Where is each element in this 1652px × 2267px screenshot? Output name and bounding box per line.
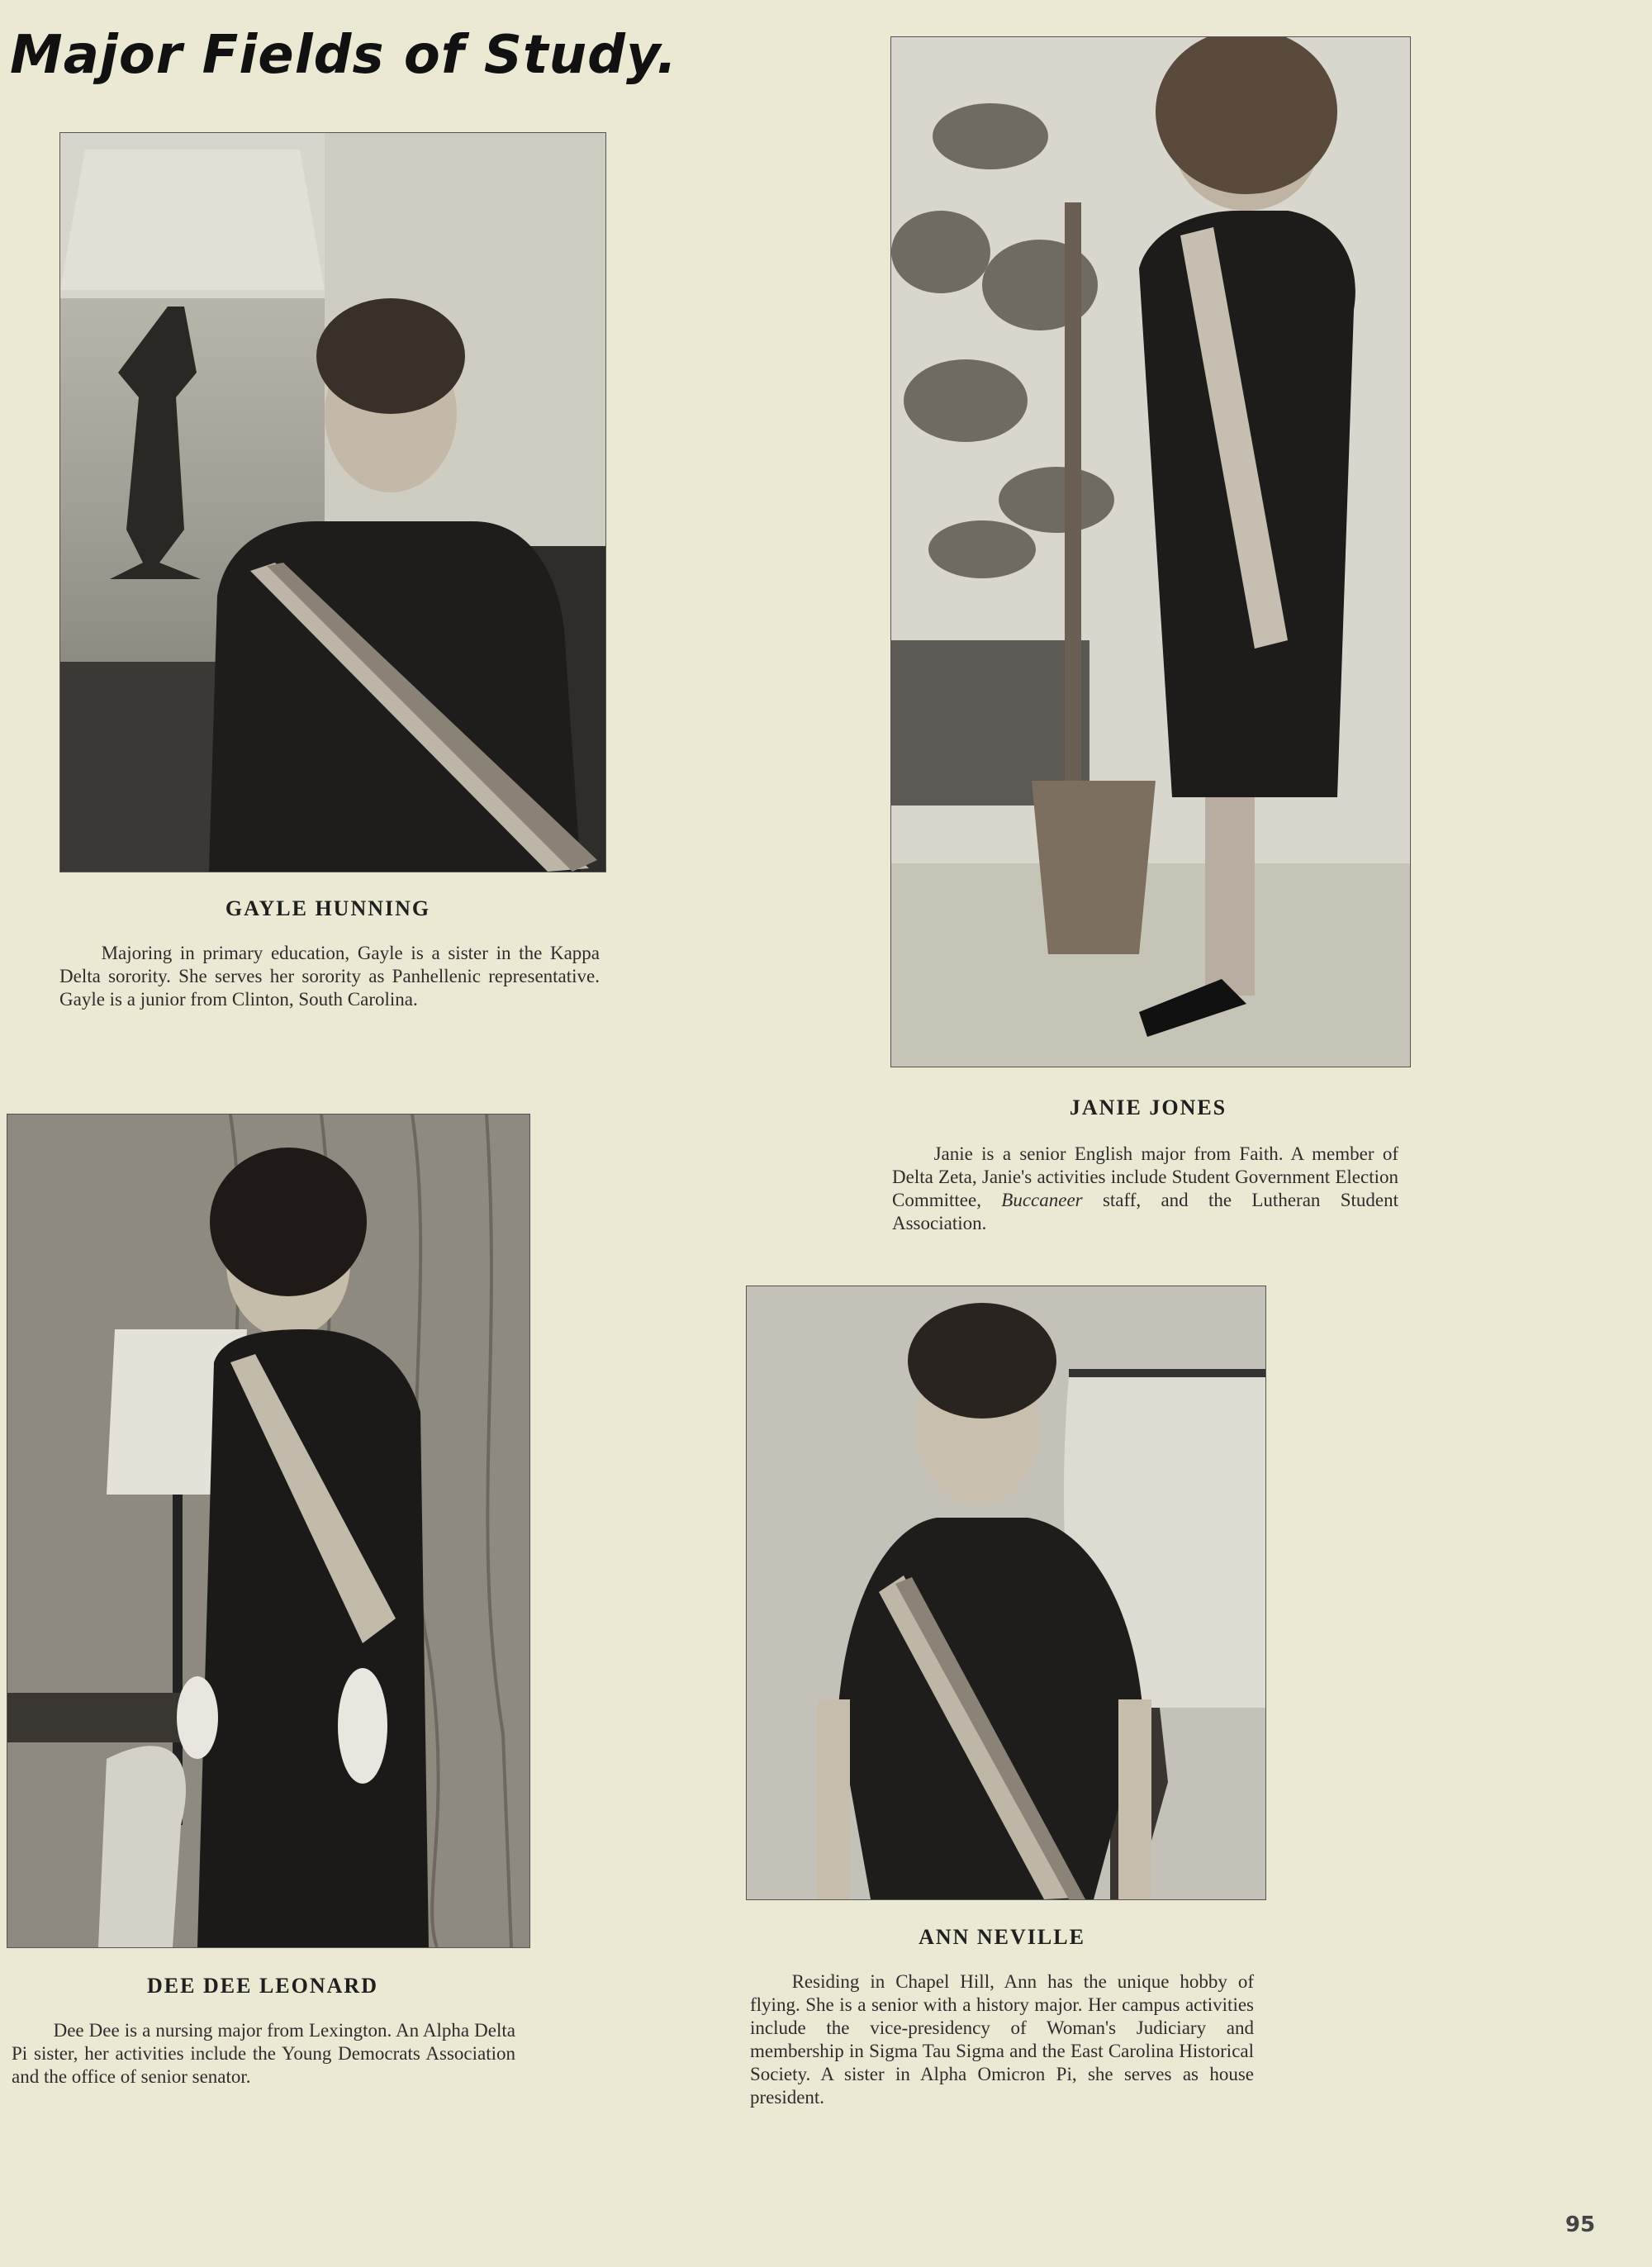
- portrait-photo-janie: [890, 36, 1411, 1067]
- page-title: Major Fields of Study.: [10, 25, 678, 86]
- profile-bio-janie-part2: staff, and the Lutheran Student Association.: [892, 1190, 1398, 1233]
- profile-bio-janie: [892, 1143, 1398, 1235]
- page-number: 95: [1565, 2212, 1596, 2237]
- profile-name-gayle: GAYLE HUNNING: [225, 896, 431, 920]
- profile-bio-deedee: Dee Dee is a nursing major from Lexington. An Alpha Delta Pi sister, her activities include the Young Democrats Association and the office of senior senator.: [12, 2020, 515, 2087]
- profile-name-janie: JANIE JONES: [1069, 1095, 1227, 1119]
- portrait-photo-deedee: [7, 1114, 530, 1948]
- portrait-photo-ann: [746, 1286, 1266, 1900]
- profile-name-ann: ANN NEVILLE: [919, 1925, 1085, 1949]
- profile-bio-ann: Residing in Chapel Hill, Ann has the unique hobby of flying. She is a senior with a history major. Her campus activities include the vice-presidency of Woman's Judiciary and membership in Sigma Tau Sigma and the East Carolina Historical Society. A sister in Alpha Omicron Pi, she serves as house president.: [750, 1971, 1254, 2108]
- profile-name-deedee: DEE DEE LEONARD: [147, 1974, 378, 1998]
- profile-bio-gayle: Majoring in primary education, Gayle is a sister in the Kappa Delta sorority. She serves her sorority as Panhellenic representative. Gayle is a junior from Clinton, South Carolina.: [59, 943, 600, 1010]
- portrait-photo-gayle: [59, 132, 606, 872]
- profile-bio-janie-italic: Buccaneer: [1001, 1190, 1083, 1210]
- profile-bio-janie-part1: Janie is a senior English major from Faith. A member of Delta Zeta, Janie's activities include Student Government Election Committee,: [892, 1143, 1398, 1210]
